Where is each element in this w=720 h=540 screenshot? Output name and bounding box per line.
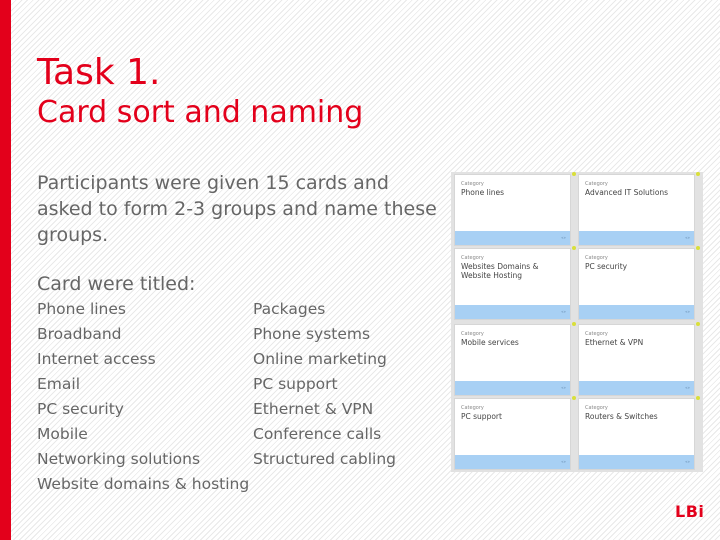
card-footer-band: [455, 305, 570, 319]
card-name: PC security: [585, 262, 628, 271]
card-band-mark: «»: [685, 459, 690, 464]
title-line-2: Card sort and naming: [37, 95, 364, 130]
card-footer-band: [455, 455, 570, 469]
drag-handle-dot: [696, 322, 700, 326]
card-name: PC support: [461, 412, 502, 421]
card-category-label: Category: [461, 181, 484, 187]
card-title-item: Phone systems: [253, 325, 371, 343]
title-line-1: Task 1.: [37, 52, 161, 93]
sort-card: [578, 174, 695, 246]
card-category-label: Category: [461, 331, 484, 337]
card-name: Advanced IT Solutions: [585, 188, 669, 197]
card-category-label: Category: [461, 405, 484, 411]
card-band-mark: «»: [561, 385, 566, 390]
card-title-item: Mobile: [37, 425, 88, 443]
card-name: Routers & Switches: [585, 412, 658, 421]
card-title-item: Email: [37, 375, 81, 393]
drag-handle-dot: [696, 172, 700, 176]
drag-handle-dot: [572, 172, 576, 176]
card-footer-band: [579, 455, 694, 469]
accent-bar: [0, 0, 11, 540]
card-category-label: Category: [585, 331, 608, 337]
lbi-logo: LBi: [675, 502, 705, 521]
sort-card: [454, 398, 571, 470]
card-band-mark: «»: [561, 235, 566, 240]
card-band-mark: «»: [685, 309, 690, 314]
card-title-item: Online marketing: [253, 350, 387, 368]
card-name: Ethernet & VPN: [585, 338, 644, 347]
cards-heading: Card were titled:: [37, 273, 196, 295]
card-band-mark: «»: [685, 235, 690, 240]
card-category-label: Category: [585, 181, 608, 187]
sort-card: [578, 398, 695, 470]
drag-handle-dot: [572, 396, 576, 400]
sort-card: [454, 174, 571, 246]
card-title-item: Internet access: [37, 350, 156, 368]
slide-title: [37, 52, 363, 132]
card-title-item: PC support: [253, 375, 338, 393]
card-footer-band: [455, 381, 570, 395]
card-title-item: Broadband: [37, 325, 122, 343]
sort-card: [454, 248, 571, 320]
card-band-mark: «»: [561, 459, 566, 464]
drag-handle-dot: [572, 322, 576, 326]
card-sort-screenshot: [451, 172, 703, 472]
sort-card: [454, 324, 571, 396]
card-category-label: Category: [461, 255, 484, 261]
card-footer-band: [579, 305, 694, 319]
card-name: Mobile services: [461, 338, 519, 347]
card-title-item: Phone lines: [37, 300, 126, 318]
card-title-item: Website domains & hosting: [37, 475, 250, 493]
sort-card: [578, 324, 695, 396]
card-title-item: Ethernet & VPN: [253, 400, 374, 418]
card-title-item: Networking solutions: [37, 450, 201, 468]
card-footer-band: [455, 231, 570, 245]
card-title-item: Conference calls: [253, 425, 382, 443]
card-name: Websites Domains & Website Hosting: [461, 262, 539, 280]
intro-text: Participants were given 15 cards and asked to form 2-3 groups and name these groups.: [37, 172, 437, 246]
card-category-label: Category: [585, 405, 608, 411]
card-category-label: Category: [585, 255, 608, 261]
card-title-item: Structured cabling: [253, 450, 397, 468]
drag-handle-dot: [696, 396, 700, 400]
drag-handle-dot: [696, 246, 700, 250]
card-band-mark: «»: [685, 385, 690, 390]
card-title-item: Packages: [253, 300, 326, 318]
sort-card: [578, 248, 695, 320]
card-name: Phone lines: [461, 188, 505, 197]
card-band-mark: «»: [561, 309, 566, 314]
drag-handle-dot: [572, 246, 576, 250]
card-title-item: PC security: [37, 400, 124, 418]
card-footer-band: [579, 231, 694, 245]
card-footer-band: [579, 381, 694, 395]
